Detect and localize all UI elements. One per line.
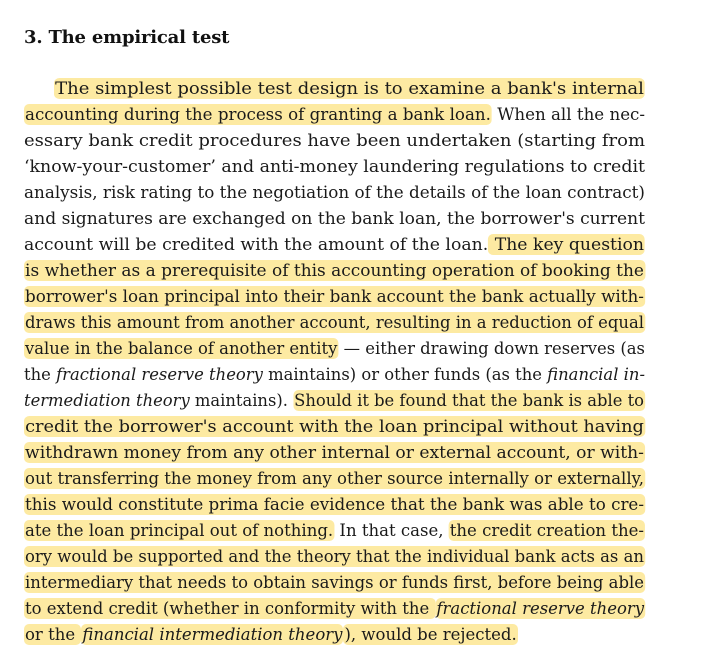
highlighted-text: fractional reserve theory	[436, 599, 645, 618]
highlighted-text: The simplest possible test design is to examine a bank's internal	[55, 79, 644, 98]
text-segment: fractional reserve theory	[56, 365, 263, 384]
paragraph-line	[24, 492, 645, 518]
paragraph-line	[24, 596, 645, 622]
highlighted-text: The key question	[489, 235, 644, 254]
highlighted-text: to extend credit (whether in conformity with the	[24, 599, 435, 618]
highlighted-text: this would constitute prima facie evidence that the bank was able to cre-	[25, 495, 644, 514]
paragraph-line	[54, 76, 645, 102]
text-segment: and signatures are exchanged on the bank loan, the borrower's current	[24, 209, 646, 228]
highlighted-text: accounting during the process of granting a bank loan.	[25, 105, 491, 124]
paragraph-line	[24, 284, 645, 310]
highlighted-text: borrower's loan principal into their bank account the bank actually with-	[25, 287, 644, 306]
text-segment: ‘know-your-customer’ and anti-money laundering regulations to credit	[24, 157, 645, 176]
paragraph-line	[24, 388, 645, 414]
section-heading: 3. The empirical test	[24, 27, 230, 48]
paragraph-line	[24, 544, 645, 570]
highlighted-text: credit the borrower's account with the loan principal without having	[25, 417, 644, 436]
highlighted-text: or the	[25, 625, 81, 644]
text-segment: financial in-	[547, 365, 645, 384]
paragraph-line	[24, 102, 645, 128]
text-segment: When all the nec-	[491, 105, 646, 124]
text-segment: maintains).	[189, 391, 294, 410]
highlighted-text: the credit creation the-	[449, 521, 644, 540]
highlighted-text: withdrawn money from any other internal or external account, or with-	[25, 443, 644, 462]
paragraph-line	[24, 466, 645, 492]
highlighted-text: financial intermediation theory	[82, 625, 343, 644]
text-segment: termediation theory	[24, 391, 190, 410]
text-segment: analysis, risk rating to the negotiation of the details of the loan contract)	[24, 183, 645, 202]
paragraph-line	[24, 128, 645, 154]
text-segment: account will be credited with the amount of the loan.	[24, 235, 489, 254]
text-segment: maintains) or other funds (as the	[262, 365, 548, 384]
text-segment: — either drawing down reserves (as	[338, 339, 645, 358]
text-segment: essary bank credit procedures have been undertaken (starting from	[24, 131, 646, 150]
highlighted-text: intermediary that needs to obtain savings or funds first, before being able	[24, 573, 644, 592]
paragraph-line	[24, 310, 645, 336]
paragraph-line	[24, 622, 518, 648]
paragraph-line	[24, 440, 645, 466]
highlighted-text: draws this amount from another account, resulting in a reduction of equal	[24, 313, 644, 332]
paragraph-line	[24, 232, 645, 258]
paragraph-line	[24, 518, 645, 544]
text-segment: In that case,	[334, 521, 449, 540]
paragraph-line	[24, 570, 645, 596]
highlighted-text: ), would be rejected.	[344, 625, 517, 644]
paragraph-line	[24, 336, 645, 362]
highlighted-text: value in the balance of another entity	[24, 339, 338, 358]
paragraph-line	[24, 154, 645, 180]
text-segment: the	[24, 365, 57, 384]
highlighted-text: out transferring the money from any other source internally or externally,	[25, 469, 644, 488]
highlighted-text: ate the loan principal out of nothing.	[25, 521, 334, 540]
paragraph-line	[24, 180, 645, 206]
highlighted-text: ory would be supported and the theory that the individual bank acts as an	[24, 547, 645, 566]
paragraph-line	[24, 206, 645, 232]
highlighted-text: Should it be found that the bank is able to	[294, 391, 644, 410]
paragraph-line	[24, 258, 645, 284]
paragraph-line	[24, 414, 645, 440]
highlighted-text: is whether as a prerequisite of this accounting operation of booking the	[25, 261, 644, 280]
paragraph-line	[24, 362, 645, 388]
